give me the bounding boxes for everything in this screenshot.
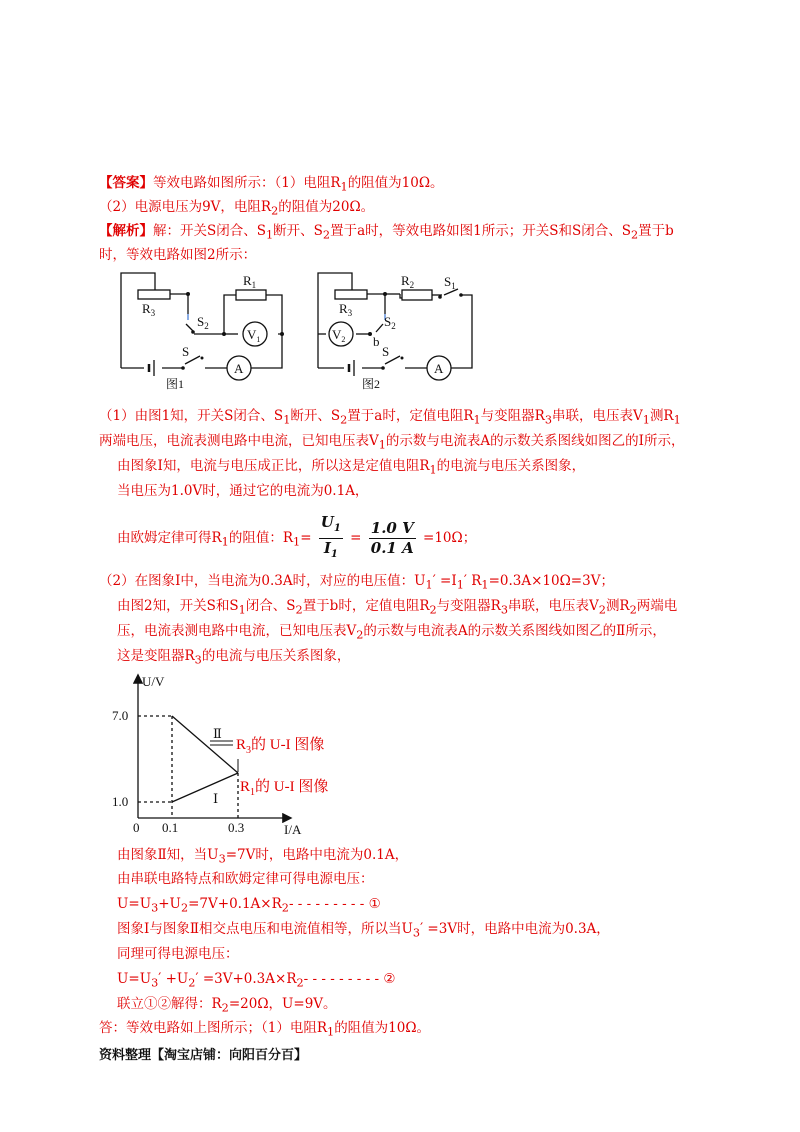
circuit-diagrams <box>100 268 490 398</box>
c1-caption: 图1 <box>166 377 185 391</box>
c1-r1-label: $R_1$ <box>243 273 257 290</box>
part1-line-3: 由图象Ⅰ知，电流与电压成正比，所以这是定值电阻$R_1$的电流与电压关系图象， <box>117 458 586 477</box>
c1-s-label: S <box>182 344 190 359</box>
fraction-values: $\frac{1.0 V}{0.1 A}$ <box>370 519 414 557</box>
c2-s1-label: $S_1$ <box>444 274 456 291</box>
c1-v1-label: $V_1$ <box>247 327 261 344</box>
part3-line-3: $U=U_3+U_2=7V+0.1A\times R_2-$ - - - - - - - - ① <box>117 896 381 915</box>
analysis-line2: 时，等效电路如图2所示： <box>99 247 257 263</box>
y-tick-1: 1.0 <box>112 794 129 809</box>
analysis-line-1 <box>99 222 674 245</box>
ui-graph <box>100 668 380 840</box>
part1-formula: 由欧姆定律可得$R_1$的阻值：$R_1=$ $\frac{U_1}{I_1}$ = $\frac{1.0 V}{0.1 A}$ =10Ω； <box>117 513 476 553</box>
sub: 2 <box>630 228 639 242</box>
c1-s2-label: $S_2$ <box>197 314 209 331</box>
part3-line-7: 联立①②解得：$R_2=20\Omega$，U=9V。 <box>117 996 337 1015</box>
x-tick-0: 0 <box>133 820 140 835</box>
x-tick-03: 0.3 <box>228 820 245 835</box>
part3-line-5: 同理可得电源电压： <box>117 946 239 962</box>
footer-text: 资料整理【淘宝店铺：向阳百分百】 <box>99 1048 308 1063</box>
c2-caption: 图2 <box>362 377 381 391</box>
c1-a-label: A <box>234 361 244 376</box>
sub: 1 <box>340 180 348 194</box>
c2-b-label: b <box>373 334 380 349</box>
c2-a-label: A <box>434 361 444 376</box>
part3-conclusion: 答：等效电路如上图所示；（1）电阻$R_1$的阻值为10Ω。 <box>99 1020 431 1039</box>
x-axis-label: I/A <box>284 822 302 837</box>
label-I: Ⅰ <box>213 791 219 806</box>
analysis-text: 置于a时，等效电路如图1所示；开关S和S闭合、S <box>330 223 631 239</box>
c1-r3-label: $R_3$ <box>142 301 156 318</box>
c2-v2-label: $V_2$ <box>332 327 346 344</box>
part3-line-4: 图象Ⅰ与图象Ⅱ相交点电压和电流值相等，所以当$U_3' =3V$时，电路中电流为0.3A， <box>117 921 610 940</box>
c2-s-label: S <box>382 344 390 359</box>
part1-line-1: （1）由图1知，开关S闭合、$S_1$断开、$S_2$置于a时，定值电阻$R_1$与变阻器$R_3$串联，电压表$V_1$测$R_1$ <box>99 408 681 427</box>
analysis-text: 断开、S <box>273 223 323 239</box>
answer-line-2 <box>99 198 374 221</box>
answer-text-end: 的阻值为10Ω。 <box>347 175 444 191</box>
x-tick-01: 0.1 <box>162 820 179 835</box>
label-II: Ⅱ <box>213 726 222 741</box>
part3-line-2: 由串联电路特点和欧姆定律可得电源电压： <box>117 871 374 887</box>
sub: 2 <box>271 204 279 218</box>
part2-line-2: 由图2知，开关S和$S_1$闭合、$S_2$置于b时，定值电阻$R_2$与变阻器$R_3$串联，电压表$V_2$测$R_2$两端电 <box>117 598 678 617</box>
answer-line-1 <box>99 174 444 197</box>
part2-line-1: （2）在图象Ⅰ中，当电流为0.3A时，对应的电压值：$U_1' =I_1'$ $R_1=0.3A\times 10\Omega=3V$； <box>99 573 614 592</box>
analysis-line-2 <box>99 246 256 264</box>
fraction-u1-i1: $\frac{U_1}{I_1}$ <box>320 513 341 560</box>
r1-curve-label: $R_1$的 U-I 图像 <box>240 779 329 798</box>
answer-tag: 【答案】 <box>99 175 153 191</box>
c2-r3-label: $R_3$ <box>339 301 353 318</box>
analysis-text: 置于b <box>638 223 674 239</box>
answer-line2-text: （2）电源电压为9V，电阻R <box>99 199 272 215</box>
line-I <box>172 773 238 802</box>
c2-r2-label: $R_2$ <box>401 273 415 290</box>
sub: 1 <box>266 228 274 242</box>
r3-curve-label: $R_3$的 U-I 图像 <box>236 737 325 756</box>
answer-line2-end: 的阻值为20Ω。 <box>278 199 375 215</box>
c2-s2-label: $S_2$ <box>384 314 396 331</box>
y-tick-7: 7.0 <box>112 708 129 723</box>
part2-line-4: 这是变阻器$R_3$的电流与电压关系图象， <box>117 648 351 667</box>
analysis-tag: 【解析】 <box>99 223 153 239</box>
answer-text: 等效电路如图所示：（1）电阻R <box>153 175 341 191</box>
sub: 2 <box>322 228 331 242</box>
part1-line-2: 两端电压，电流表测电路中电流，已知电压表$V_1$的示数与电流表A的示数关系图线如图乙的Ⅰ所示， <box>99 433 685 452</box>
part3-line-1: 由图象Ⅱ知，当$U_3=7V$时，电路中电流为0.1A， <box>117 847 409 866</box>
part2-line-3: 压，电流表测电路中电流，已知电压表$V_2$的示数与电流表A的示数关系图线如图乙的Ⅱ所示， <box>117 623 666 642</box>
y-axis-label: U/V <box>142 674 165 689</box>
part1-line-4: 当电压为1.0V时，通过它的电流为0.1A， <box>117 483 369 499</box>
analysis-text: 解：开关S闭合、S <box>153 223 266 239</box>
part3-line-6: $U=U_3' +U_2' =3V+0.3A\times R_2-$ - - - - - - - - ② <box>117 971 396 990</box>
